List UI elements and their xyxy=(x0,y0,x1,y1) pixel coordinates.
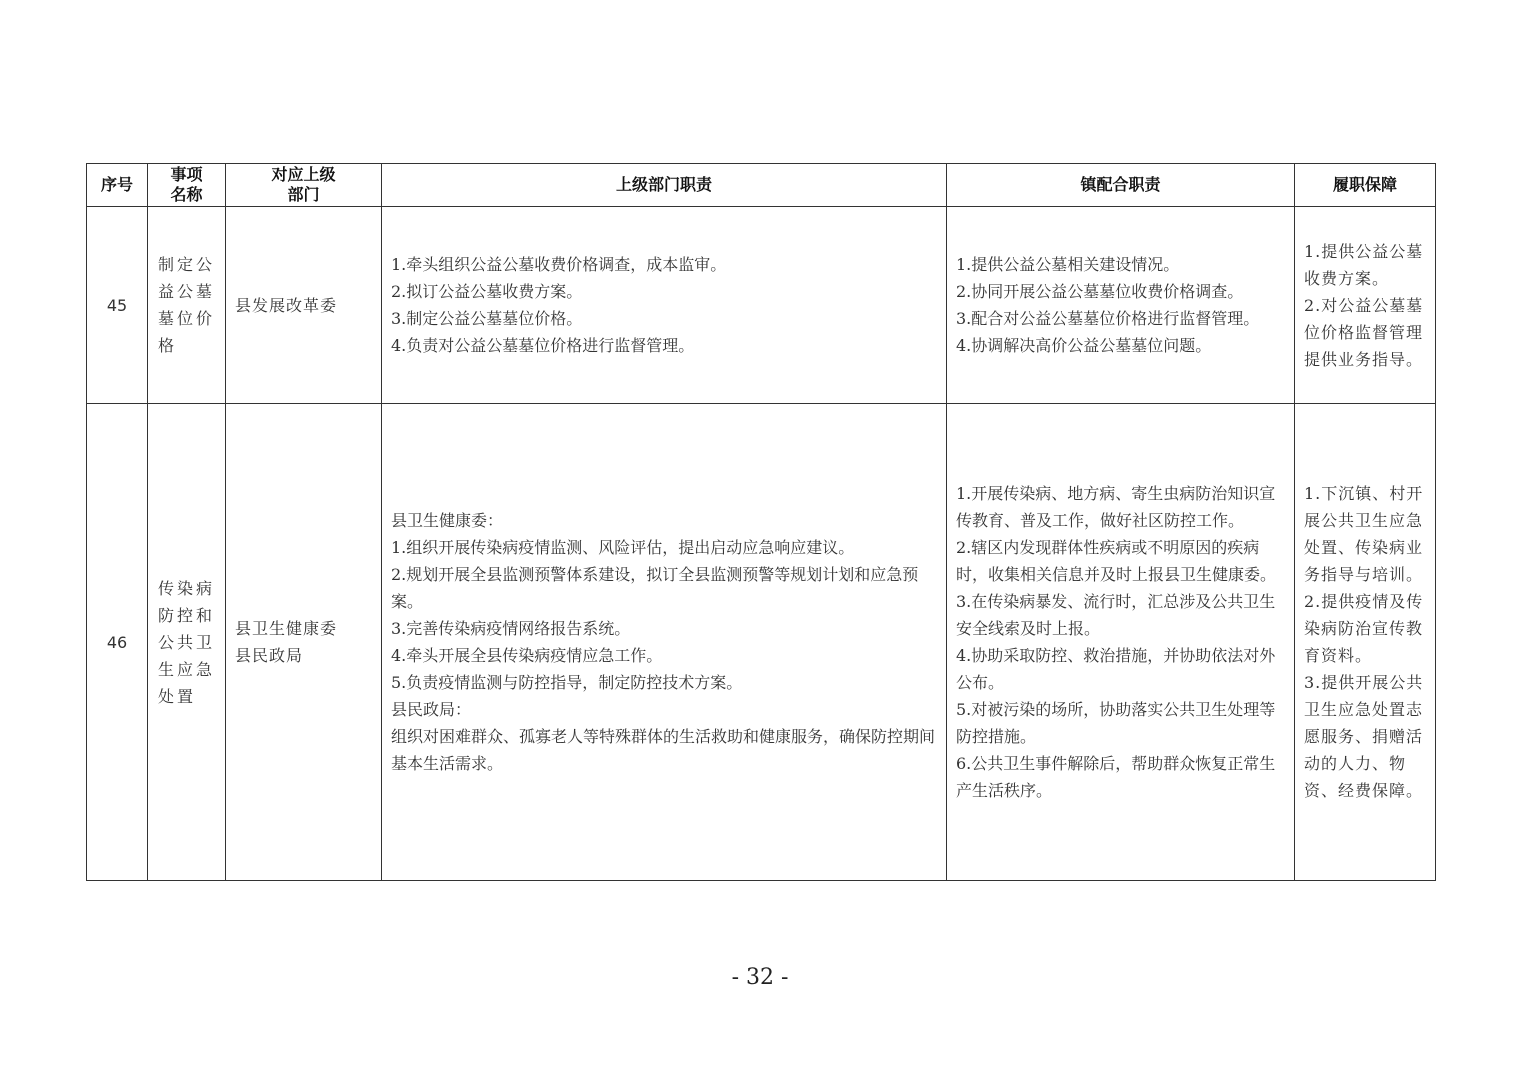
upper-duties xyxy=(382,207,947,404)
guarantee xyxy=(1295,207,1436,404)
duty-line: 1.开展传染病、地方病、寄生虫病防治知识宣传教育、普及工作，做好社区防控工作。 xyxy=(956,484,1276,530)
duty-line: 2.规划开展全县监测预警体系建设，拟订全县监测预警等规划计划和应急预案。 xyxy=(391,565,919,611)
duty-line: 4.牵头开展全县传染病疫情应急工作。 xyxy=(391,646,663,665)
duty-line: 1.提供公益公墓相关建设情况。 xyxy=(956,255,1180,274)
header-item-line: 名称 xyxy=(170,185,203,204)
guarantee-line: 1.提供公益公墓收费方案。 xyxy=(1304,241,1424,288)
duty-line: 4.协调解决高价公益公墓墓位问题。 xyxy=(956,336,1212,355)
duty-line: 县卫生健康委： xyxy=(391,511,504,530)
header-upper-duties: 上级部门职责 xyxy=(382,164,947,207)
town-duties xyxy=(947,207,1295,404)
duty-line: 2.拟订公益公墓收费方案。 xyxy=(391,282,583,301)
town-duties xyxy=(947,404,1295,881)
table-row xyxy=(87,207,1436,404)
department: 县发展改革委 xyxy=(226,207,382,404)
duty-line: 4.协助采取防控、救治措施，并协助依法对外公布。 xyxy=(956,646,1276,692)
header-dept-line: 对应上级 xyxy=(271,165,336,184)
guarantee xyxy=(1295,404,1436,881)
duty-line: 3.完善传染病疫情网络报告系统。 xyxy=(391,619,631,638)
header-dept-line: 部门 xyxy=(287,185,320,204)
duty-line: 县民政局： xyxy=(391,700,472,719)
duty-line: 3.在传染病暴发、流行时，汇总涉及公共卫生安全线索及时上报。 xyxy=(956,592,1276,638)
duty-line: 组织对困难群众、孤寡老人等特殊群体的生活救助和健康服务，确保防控期间基本生活需求。 xyxy=(391,727,936,773)
department-line: 县民政局 xyxy=(235,646,304,665)
duty-line: 1.组织开展传染病疫情监测、风险评估，提出启动应急响应建议。 xyxy=(391,538,855,557)
guarantee-line: 2.对公益公墓墓位价格监督管理提供业务指导。 xyxy=(1304,295,1424,369)
table-header-row xyxy=(87,164,1436,207)
item-name: 传染病防控和公共卫生应急处置 xyxy=(148,404,226,881)
duty-table xyxy=(86,163,1436,881)
duty-line: 2.辖区内发现群体性疾病或不明原因的疾病时，收集相关信息并及时上报县卫生健康委。 xyxy=(956,538,1277,584)
guarantee-line: 3.提供开展公共卫生应急处置志愿服务、捐赠活动的人力、物资、经费保障。 xyxy=(1304,673,1424,800)
item-name: 制定公益公墓墓位价格 xyxy=(148,207,226,404)
header-dept xyxy=(226,164,382,207)
guarantee-line: 1.下沉镇、村开展公共卫生应急处置、传染病业务指导与培训。 xyxy=(1304,484,1424,584)
duty-line: 5.负责疫情监测与防控指导，制定防控技术方案。 xyxy=(391,673,743,692)
duty-line: 6.公共卫生事件解除后，帮助群众恢复正常生产生活秩序。 xyxy=(956,754,1276,800)
duty-line: 3.配合对公益公墓墓位价格进行监督管理。 xyxy=(956,309,1260,328)
guarantee-line: 2.提供疫情及传染病防治宣传教育资料。 xyxy=(1304,592,1424,665)
duty-line: 5.对被污染的场所，协助落实公共卫生处理等防控措施。 xyxy=(956,700,1276,746)
header-item xyxy=(148,164,226,207)
duty-line: 1.牵头组织公益公墓收费价格调查，成本监审。 xyxy=(391,255,727,274)
duty-line: 2.协同开展公益公墓墓位收费价格调查。 xyxy=(956,282,1244,301)
table-row xyxy=(87,404,1436,881)
header-guarantee: 履职保障 xyxy=(1295,164,1436,207)
duty-line: 4.负责对公益公墓墓位价格进行监督管理。 xyxy=(391,336,695,355)
department-line: 县卫生健康委 xyxy=(235,619,338,638)
header-no: 序号 xyxy=(87,164,148,207)
header-item-line: 事项 xyxy=(170,165,203,184)
department xyxy=(226,404,382,881)
page-number: - 32 - xyxy=(731,965,789,990)
duty-line: 3.制定公益公墓墓位价格。 xyxy=(391,309,583,328)
header-town-duties: 镇配合职责 xyxy=(947,164,1295,207)
row-number: 45 xyxy=(87,207,148,404)
upper-duties xyxy=(382,404,947,881)
row-number: 46 xyxy=(87,404,148,881)
